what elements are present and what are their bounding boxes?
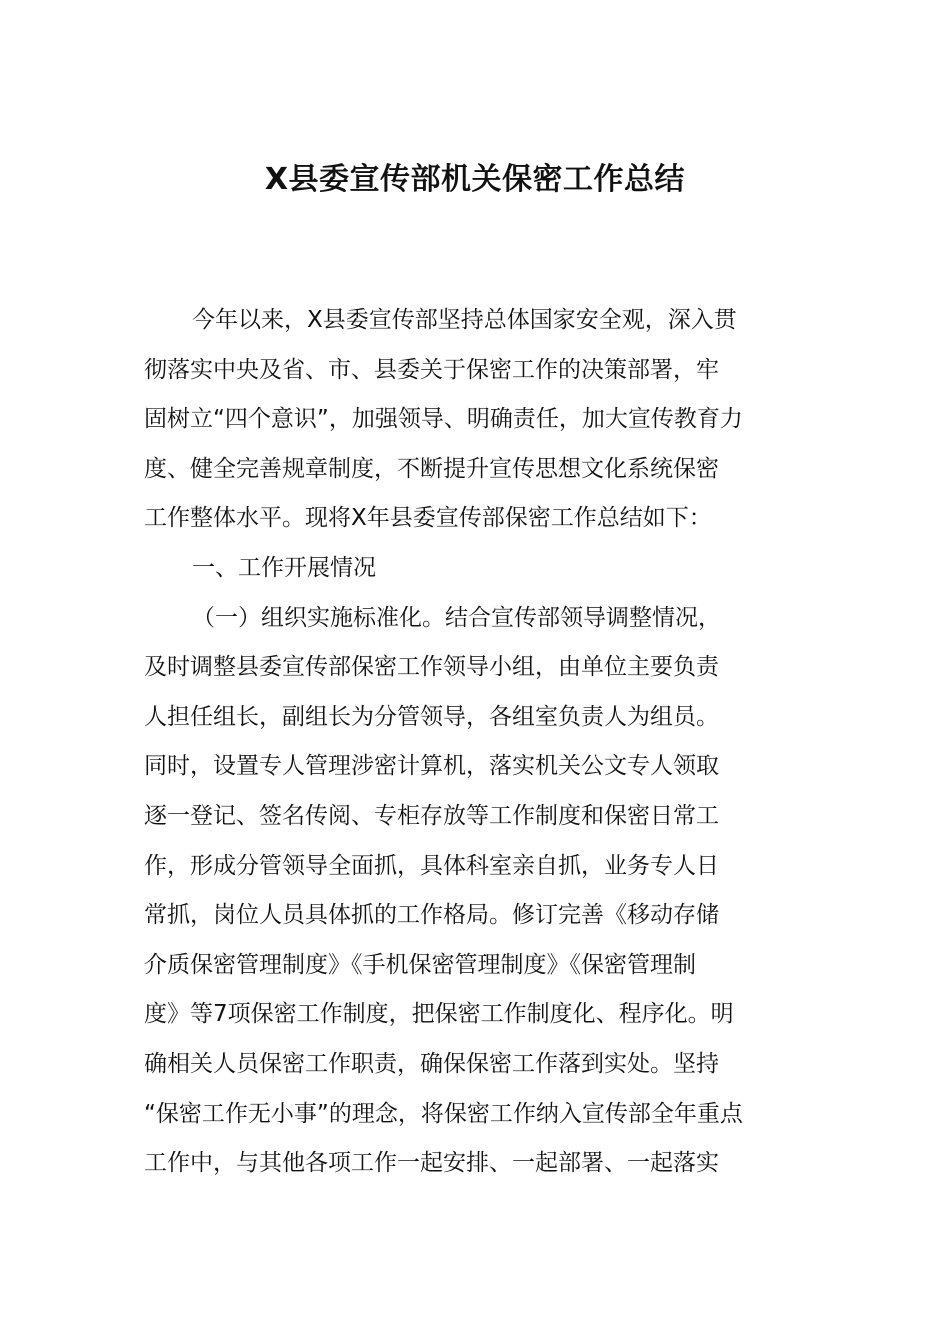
paragraph-line: 逐一登记、签名传阅、专柜存放等工作制度和保密日常工: [144, 802, 719, 829]
section-heading: 一、工作开展情况: [192, 554, 376, 581]
document-title: X县委宣传部机关保密工作总结: [264, 162, 686, 197]
document-body: [144, 296, 809, 1189]
paragraph-line: 固树立“四个意识”，加强领导、明确责任，加大宣传教育力: [144, 406, 743, 433]
paragraph-line: 作，形成分管领导全面抓，具体科室亲自抓，业务专人日: [144, 852, 719, 879]
paragraph-line: 度、健全完善规章制度，不断提升宣传思想文化系统保密: [144, 455, 719, 482]
paragraph-line: 工作整体水平。现将X年县委宣传部保密工作总结如下：: [144, 505, 712, 532]
paragraph-line: 彻落实中央及省、市、县委关于保密工作的决策部署，牢: [144, 356, 719, 383]
paragraph-line: “保密工作无小事”的理念，将保密工作纳入宣传部全年重点: [144, 1100, 743, 1127]
paragraph-line: 同时，设置专人管理涉密计算机，落实机关公文专人领取: [144, 753, 719, 780]
paragraph-line: 工作中，与其他各项工作一起安排、一起部署、一起落实: [144, 1150, 719, 1177]
paragraph-line: 度》等7项保密工作制度，把保密工作制度化、程序化。明: [144, 1001, 734, 1028]
paragraph-line: 介质保密管理制度》《手机保密管理制度》《保密管理制: [144, 951, 696, 978]
paragraph-line: 常抓，岗位人员具体抓的工作格局。修订完善《移动存储: [144, 902, 719, 929]
paragraph-line: 确相关人员保密工作职责，确保保密工作落到实处。坚持: [144, 1050, 719, 1077]
paragraph-line: 人担任组长，副组长为分管领导，各组室负责人为组员。: [144, 703, 719, 730]
paragraph-line: （一）组织实施标准化。结合宣传部领导调整情况，: [192, 604, 721, 631]
paragraph-line: 及时调整县委宣传部保密工作领导小组，由单位主要负责: [144, 654, 719, 681]
paragraph-line: 今年以来，X县委宣传部坚持总体国家安全观，深入贯: [192, 307, 737, 333]
